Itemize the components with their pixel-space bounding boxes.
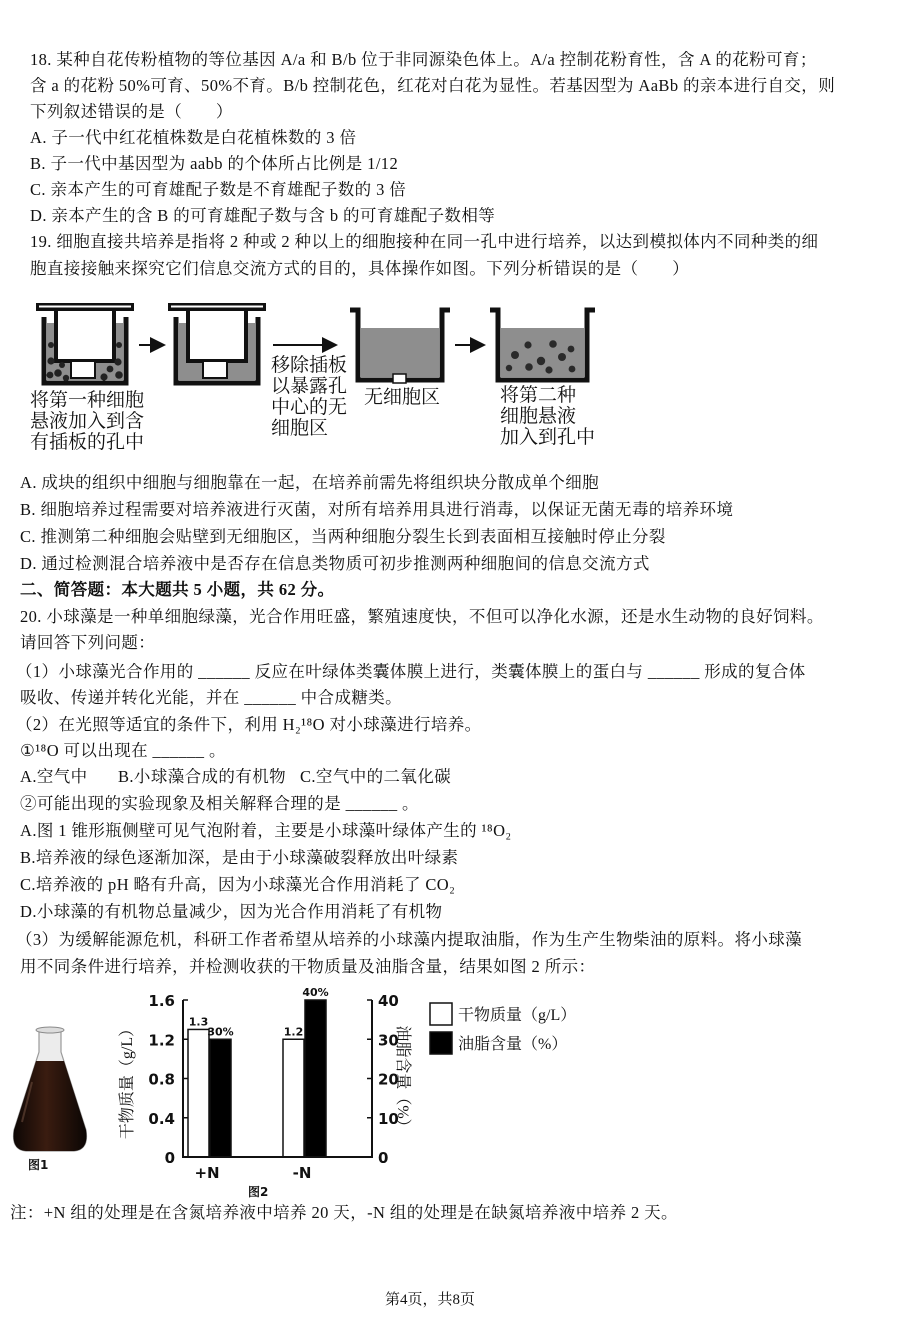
y-tick-label-right: 20	[378, 1070, 399, 1089]
bar-value-label: 40%	[302, 986, 329, 999]
q20-part3-line: （3）为缓解能源危机，科研工作者希望从培养的小球藻内提取油脂，作为生产生物柴油的原料。将小球藻	[16, 930, 803, 949]
well-3-cell-free-zone	[350, 310, 450, 383]
legend-label-dry-mass: 干物质量（g/L）	[458, 1007, 577, 1024]
y-tick-label-left: 0.4	[148, 1109, 175, 1128]
q20-part2-stem: （2）在光照等适宜的条件下，利用 H₂¹⁸O 对小球藻进行培养。	[16, 715, 482, 734]
y-tick-label-left: 1.2	[148, 1031, 175, 1050]
step2-label-line: 中心的无	[271, 396, 348, 418]
step3-label-line: 将第二种	[500, 384, 577, 406]
step3-label-line: 加入到孔中	[500, 426, 596, 448]
y-axis-left-title: 干物质量（g/L）	[119, 1020, 136, 1140]
step1-label-line: 将第一种细胞	[30, 389, 145, 411]
step1-label-line: 有插板的孔中	[30, 431, 145, 453]
q20-part1-line: （1）小球藻光合作用的 ______ 反应在叶绿体类囊体膜上进行，类囊体膜上的蛋白与 ______ 形成的复合体	[16, 662, 806, 681]
q19-option-d: D. 通过检测混合培养液中是否存在信息类物质可初步推测两种细胞间的信息交流方式	[20, 554, 650, 573]
q18-stem-line: 下列叙述错误的是（ ）	[30, 102, 233, 121]
bar-value-label: 30%	[207, 1025, 234, 1039]
bar-dry-mass-plus-n	[188, 1029, 209, 1157]
q20-part3-line: 用不同条件进行培养，并检测收获的干物质量及油脂含量，结果如图 2 所示：	[20, 957, 596, 976]
q19-option-b: B. 细胞培养过程需要对培养液进行灭菌，对所有培养用具进行消毒，以保证无菌无毒的培养环境	[20, 500, 734, 519]
category-label: -N	[292, 1164, 312, 1182]
q18-option-b: B. 子一代中基因型为 aabb 的个体所占比例是 1/12	[30, 154, 399, 173]
well-4-with-second-cells	[490, 310, 595, 380]
step2-label-line: 细胞区	[271, 417, 329, 439]
figure2-bar-chart	[0, 985, 620, 1200]
category-label: +N	[194, 1164, 220, 1182]
legend-swatch-oil-content	[430, 1032, 452, 1054]
well-3-medium	[361, 328, 439, 377]
q20-sub2-option-a: A.图 1 锥形瓶侧壁可见气泡附着，主要是小球藻叶绿体产生的 ¹⁸O₂	[20, 821, 512, 840]
q20-stem-line: 请回答下列问题：	[20, 633, 156, 652]
y-tick-label-left: 1.6	[148, 992, 175, 1010]
well-1-insert-plate-edge	[39, 306, 131, 308]
well-1-insert-foot	[71, 361, 95, 378]
bar-dry-mass-minus-n	[283, 1039, 304, 1157]
q18-stem-line: 含 a 的花粉 50%可育、50%不育。B/b 控制花色，红花对白花为显性。若基因型为 AaBb 的亲本进行自交，则	[30, 76, 836, 95]
y-tick-label-right: 10	[378, 1109, 399, 1128]
q18-option-c: C. 亲本产生的可育雄配子数是不育雄配子数的 3 倍	[30, 180, 407, 199]
q19-option-c: C. 推测第二种细胞会贴壁到无细胞区，当两种细胞分裂生长到表面相互接触时停止分裂	[20, 527, 666, 546]
y-tick-label-right: 30	[378, 1031, 399, 1050]
bar-oil-content-plus-n	[210, 1039, 231, 1157]
legend-swatch-dry-mass	[430, 1003, 452, 1025]
q20-sub2-option-c: C.培养液的 pH 略有升高，因为小球藻光合作用消耗了 CO₂	[20, 875, 456, 894]
q19-stem-line: 19. 细胞直接共培养是指将 2 种或 2 种以上的细胞接种在同一孔中进行培养，以达到模拟体内不同种类的细	[30, 232, 819, 251]
q19-stem-line: 胞直接接触来探究它们信息交流方式的目的，具体操作如图。下列分析错误的是（ ）	[30, 259, 690, 278]
y-axis-right-title: 油脂含量（%）	[394, 1025, 411, 1135]
y-tick-label-right: 40	[378, 992, 399, 1010]
q20-part2-sub2: ②可能出现的实验现象及相关解释合理的是 ______ 。	[20, 794, 419, 813]
y-tick-label-right: 0	[378, 1149, 389, 1167]
well-2-with-insert	[168, 303, 266, 383]
cell-free-zone-label: 无细胞区	[364, 386, 441, 408]
q20-stem-line: 20. 小球藻是一种单细胞绿藻，光合作用旺盛，繁殖速度快，不但可以净化水源，还是水生动物的良好饲料。	[20, 607, 824, 626]
q18-stem-line: 18. 某种自花传粉植物的等位基因 A/a 和 B/b 位于非同源染色体上。A/a 控制花粉育性，含 A 的花粉可育；	[30, 50, 817, 69]
step3-label-line: 细胞悬液	[500, 405, 577, 427]
well-1-with-insert-and-cells	[36, 303, 134, 383]
well-2-insert-foot	[203, 361, 227, 378]
page-footer: 第4页，共8页	[384, 1292, 475, 1308]
q20-part1-line: 吸收、传递并转化光能，并在 ______ 中合成糖类。	[20, 688, 403, 707]
y-tick-label-left: 0.8	[148, 1070, 175, 1089]
figure2-caption: 图2	[248, 1185, 269, 1199]
q19-option-a: A. 成块的组织中细胞与细胞靠在一起，在培养前需先将组织块分散成单个细胞	[20, 473, 600, 492]
q20-sub2-option-d: D.小球藻的有机物总量减少，因为光合作用消耗了有机物	[20, 902, 443, 921]
cell-free-zone-marker	[393, 374, 406, 383]
q20-part2-sub1: ①¹⁸O 可以出现在 ______ 。	[20, 741, 226, 760]
bar-value-label: 1.2	[283, 1025, 304, 1039]
section-heading: 二、简答题：本大题共 5 小题，共 62 分。	[20, 580, 335, 599]
bar-oil-content-minus-n	[305, 1000, 326, 1157]
q18-option-a: A. 子一代中红花植株数是白花植株数的 3 倍	[30, 128, 357, 147]
q20-sub1-option-b: B.小球藻合成的有机物	[118, 767, 287, 786]
figure1-caption: 图1	[28, 1158, 49, 1172]
q20-sub1-option-a: A.空气中	[20, 767, 88, 786]
q20-sub1-option-c: C.空气中的二氧化碳	[300, 767, 452, 786]
legend-label-oil-content: 油脂含量（%）	[458, 1036, 568, 1053]
well-2-insert	[188, 309, 246, 361]
step1-label-line: 悬液加入到含	[30, 410, 145, 432]
well-1-insert	[56, 309, 114, 361]
q20-sub2-option-b: B.培养液的绿色逐渐加深，是由于小球藻破裂释放出叶绿素	[20, 848, 459, 867]
step2-label-line: 以暴露孔	[271, 375, 348, 397]
y-tick-label-left: 0	[164, 1149, 175, 1167]
step2-label-line: 移除插板	[271, 354, 348, 376]
well-2-insert-plate-edge	[171, 306, 263, 308]
bar-value-label: 1.3	[188, 1015, 209, 1029]
figure-note: 注：+N 组的处理是在含氮培养液中培养 20 天，-N 组的处理是在缺氮培养液中培养 2 天。	[10, 1203, 678, 1222]
q18-option-d: D. 亲本产生的含 B 的可育雄配子数与含 b 的可育雄配子数相等	[30, 206, 496, 225]
